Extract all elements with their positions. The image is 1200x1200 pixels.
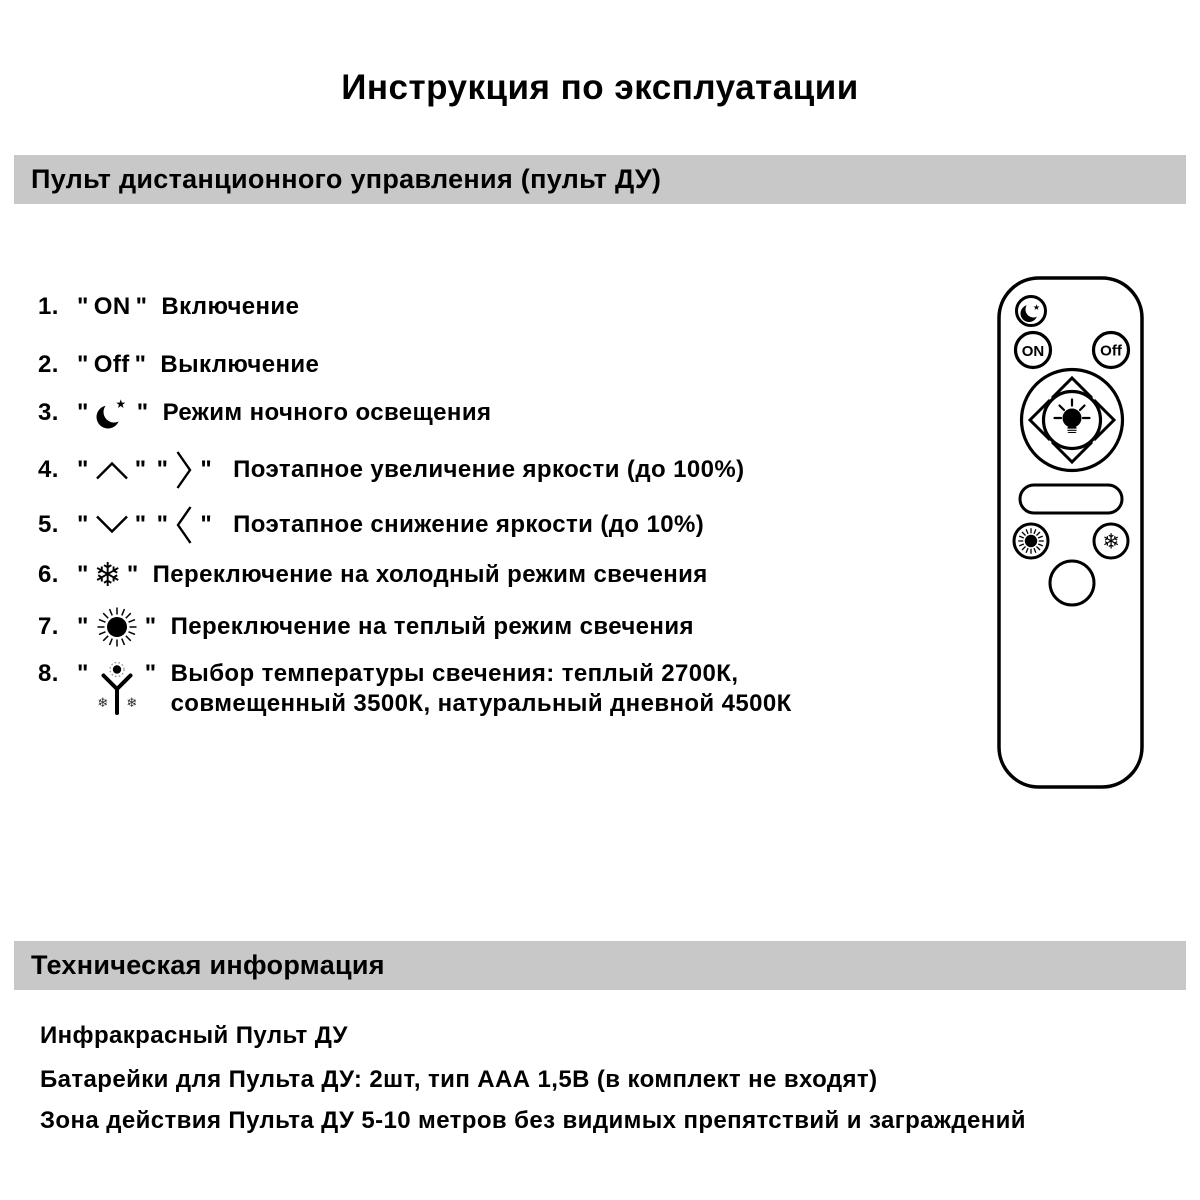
section-header-remote	[14, 155, 1186, 204]
quote-mark: "	[77, 613, 89, 640]
item-text: Выключение	[160, 351, 320, 378]
quote-mark: "	[134, 511, 147, 538]
small-snowflake-icon: ❄	[97, 696, 109, 711]
tech-info-line: Батарейки для Пульта ДУ: 2шт, тип ААА 1,5В (в комплект не входят)	[40, 1066, 878, 1093]
list-item-cold-mode	[38, 552, 708, 598]
quote-mark: "	[156, 456, 169, 483]
section-header-tech-label: Техническая информация	[31, 950, 385, 980]
quote-mark: "	[77, 399, 89, 426]
item-text-line2: совмещенный 3500К, натуральный дневной 4500К	[170, 690, 792, 717]
chevron-down-icon	[94, 512, 130, 538]
item-text: Поэтапное увеличение яркости (до 100%)	[233, 456, 745, 483]
remote-pill-button	[1020, 485, 1122, 513]
small-star-icon: ★	[1032, 303, 1041, 312]
item-number: 3.	[38, 399, 59, 426]
remote-round-button	[1050, 561, 1094, 605]
item-number: 2.	[38, 351, 59, 378]
list-item-off	[38, 342, 319, 388]
item-text: Переключение на холодный режим свечения	[152, 561, 708, 588]
quote-mark: "	[134, 456, 147, 483]
list-item-warm-mode	[38, 604, 694, 650]
quote-mark: "	[77, 293, 89, 320]
list-item-on	[38, 284, 299, 330]
small-sun-icon	[1025, 535, 1037, 547]
list-item-brightness-down	[38, 502, 704, 548]
chevron-left-icon	[173, 503, 195, 547]
item-number: 6.	[38, 561, 59, 588]
quote-mark: "	[135, 293, 148, 320]
on-button-label: ON	[93, 293, 131, 320]
item-text: Включение	[161, 293, 300, 320]
list-item-night-mode	[38, 390, 491, 436]
section-header-tech	[14, 941, 1186, 990]
quote-mark: "	[77, 351, 89, 378]
quote-mark: "	[144, 660, 157, 687]
section-header-remote-label: Пульт дистанционного управления (пульт ДУ)	[31, 164, 662, 194]
remote-off-label: Off	[1100, 342, 1122, 360]
small-snowflake-icon: ❄	[126, 696, 138, 711]
quote-mark: "	[77, 660, 89, 687]
item-number: 1.	[38, 293, 59, 320]
star-icon: ★	[115, 397, 127, 411]
quote-mark: "	[136, 399, 149, 426]
quote-mark: "	[126, 561, 139, 588]
list-item-brightness-up	[38, 447, 744, 493]
item-number: 4.	[38, 456, 59, 483]
tech-info-line: Инфракрасный Пульт ДУ	[40, 1022, 348, 1049]
list-item-color-temperature	[38, 659, 792, 719]
page-title: Инструкция по эксплуатации	[341, 68, 859, 107]
item-number: 5.	[38, 511, 59, 538]
chevron-up-icon	[94, 457, 130, 483]
sun-icon	[94, 604, 140, 650]
off-button-label: Off	[93, 351, 130, 378]
remote-on-label: ON	[1021, 343, 1045, 360]
quote-mark: "	[200, 456, 213, 483]
tech-info-line: Зона действия Пульта ДУ 5-10 метров без видимых препятствий и заграждений	[40, 1107, 1026, 1134]
snowflake-icon: ❄	[93, 555, 122, 594]
remote-warm-mode-button	[1014, 524, 1048, 558]
item-number: 7.	[38, 613, 59, 640]
chevron-right-icon	[173, 448, 195, 492]
color-temperature-icon	[94, 661, 140, 717]
quote-mark: "	[77, 561, 89, 588]
item-text-line1: Выбор температуры свечения: теплый 2700К,	[170, 660, 739, 687]
quote-mark: "	[156, 511, 169, 538]
remote-control-diagram	[988, 272, 1154, 803]
item-text: Поэтапное снижение яркости (до 10%)	[233, 511, 705, 538]
quote-mark: "	[200, 511, 213, 538]
snowflake-icon: ❄	[1102, 529, 1120, 554]
item-text: Переключение на теплый режим свечения	[170, 613, 694, 640]
crescent-moon-icon	[94, 394, 132, 432]
item-number: 8.	[38, 660, 59, 687]
quote-mark: "	[77, 511, 89, 538]
quote-mark: "	[144, 613, 157, 640]
quote-mark: "	[134, 351, 147, 378]
quote-mark: "	[77, 456, 89, 483]
item-text: Режим ночного освещения	[162, 399, 492, 426]
